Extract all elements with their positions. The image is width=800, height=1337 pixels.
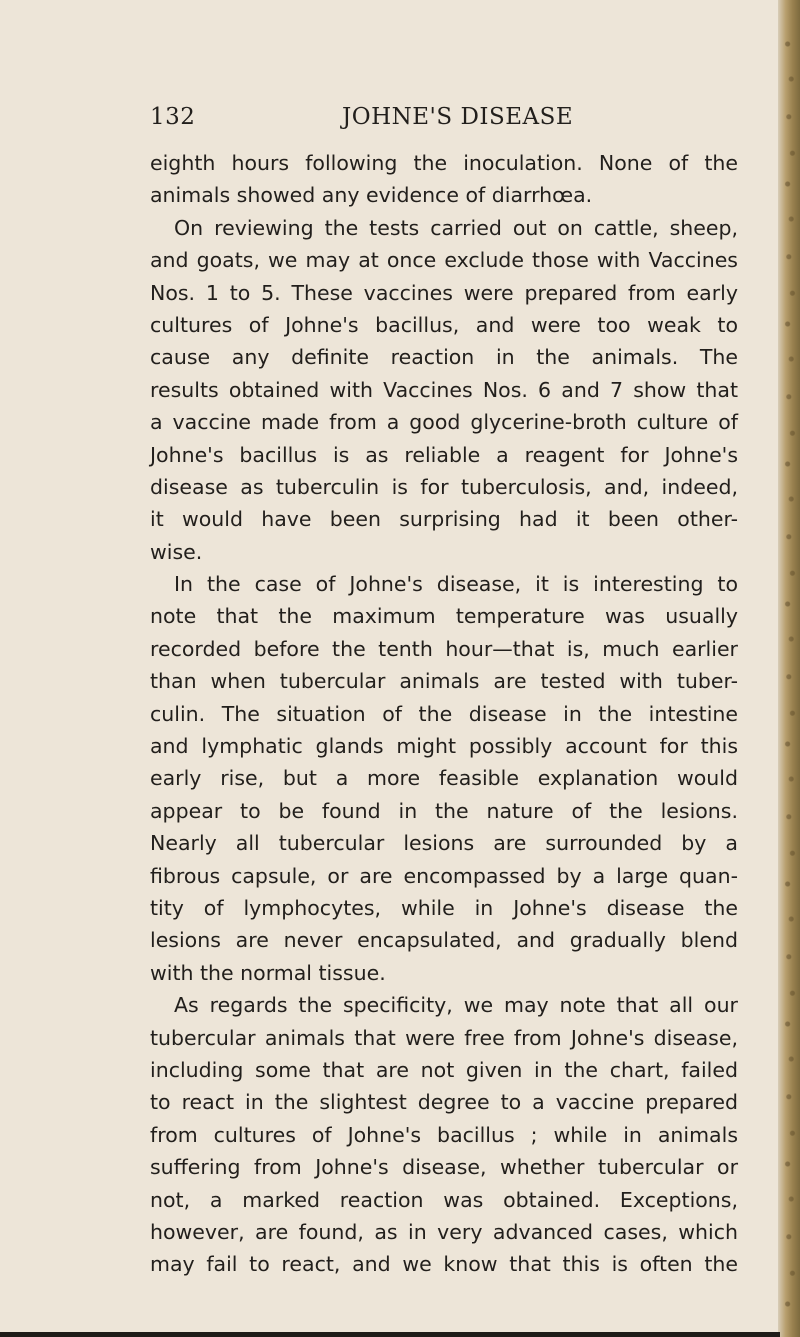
text-line: may fail to react, and we know that this is often the: [150, 1252, 738, 1277]
text-line: wise.: [150, 539, 203, 564]
text-line: tubercular animals that were free from Johne's disease,: [150, 1025, 738, 1050]
text-line: culin. The situation of the disease in the intestine: [150, 701, 738, 726]
text-line: however, are found, as in very advanced cases, which: [150, 1219, 738, 1244]
text-line: disease as tuberculin is for tuberculosis, and, indeed,: [150, 474, 738, 499]
text-line: than when tubercular animals are tested with tuber-: [150, 669, 738, 694]
text-line: and goats, we may at once exclude those with Vaccines: [150, 248, 738, 273]
text-line: suffering from Johne's disease, whether tubercular or: [150, 1155, 738, 1180]
body-text: [150, 147, 738, 1281]
running-head: [150, 104, 730, 138]
text-line: lesions are never encapsulated, and gradually blend: [150, 928, 738, 953]
text-line: and lymphatic glands might possibly account for this: [150, 734, 738, 759]
text-line: tity of lymphocytes, while in Johne's disease the: [150, 895, 738, 920]
text-line: cultures of Johne's bacillus, and were too weak to: [150, 312, 738, 337]
text-line: fibrous capsule, or are encompassed by a large quan-: [150, 863, 738, 888]
text-line: from cultures of Johne's bacillus ; while in animals: [150, 1122, 738, 1147]
text-line: eighth hours following the inoculation. None of the: [150, 151, 738, 175]
text-line: appear to be found in the nature of the lesions.: [150, 798, 738, 823]
text-line: As regards the specificity, we may note that all our: [174, 993, 738, 1018]
text-line: Nos. 1 to 5. These vaccines were prepared from early: [150, 280, 738, 305]
text-line: to react in the slightest degree to a vaccine prepared: [150, 1090, 738, 1115]
bottom-border: [0, 1332, 780, 1337]
text-line: In the case of Johne's disease, it is interesting to: [174, 572, 738, 597]
text-line: cause any definite reaction in the animals. The: [150, 345, 738, 370]
text-line: On reviewing the tests carried out on cattle, sheep,: [174, 215, 738, 240]
text-line: including some that are not given in the chart, failed: [150, 1057, 738, 1082]
text-line: Johne's bacillus is as reliable a reagent for Johne's: [150, 442, 738, 467]
text-line: it would have been surprising had it been other-: [150, 507, 738, 532]
running-title: JOHNE'S DISEASE: [342, 104, 574, 130]
text-line: a vaccine made from a good glycerine-broth culture of: [150, 410, 738, 435]
text-line: early rise, but a more feasible explanation would: [150, 766, 738, 791]
text-line: animals showed any evidence of diarrhœa.: [150, 183, 593, 208]
edge-texture: [784, 30, 796, 1310]
page-number: 132: [150, 104, 196, 130]
text-line: Nearly all tubercular lesions are surrounded by a: [150, 831, 738, 856]
text-line: recorded before the tenth hour—that is, much earlier: [150, 636, 738, 661]
text-line: not, a marked reaction was obtained. Exceptions,: [150, 1187, 738, 1212]
text-line: results obtained with Vaccines Nos. 6 and 7 show that: [150, 377, 738, 402]
page-edge: [778, 0, 800, 1337]
text-line: with the normal tissue.: [150, 960, 386, 985]
text-line: note that the maximum temperature was usually: [150, 604, 738, 629]
